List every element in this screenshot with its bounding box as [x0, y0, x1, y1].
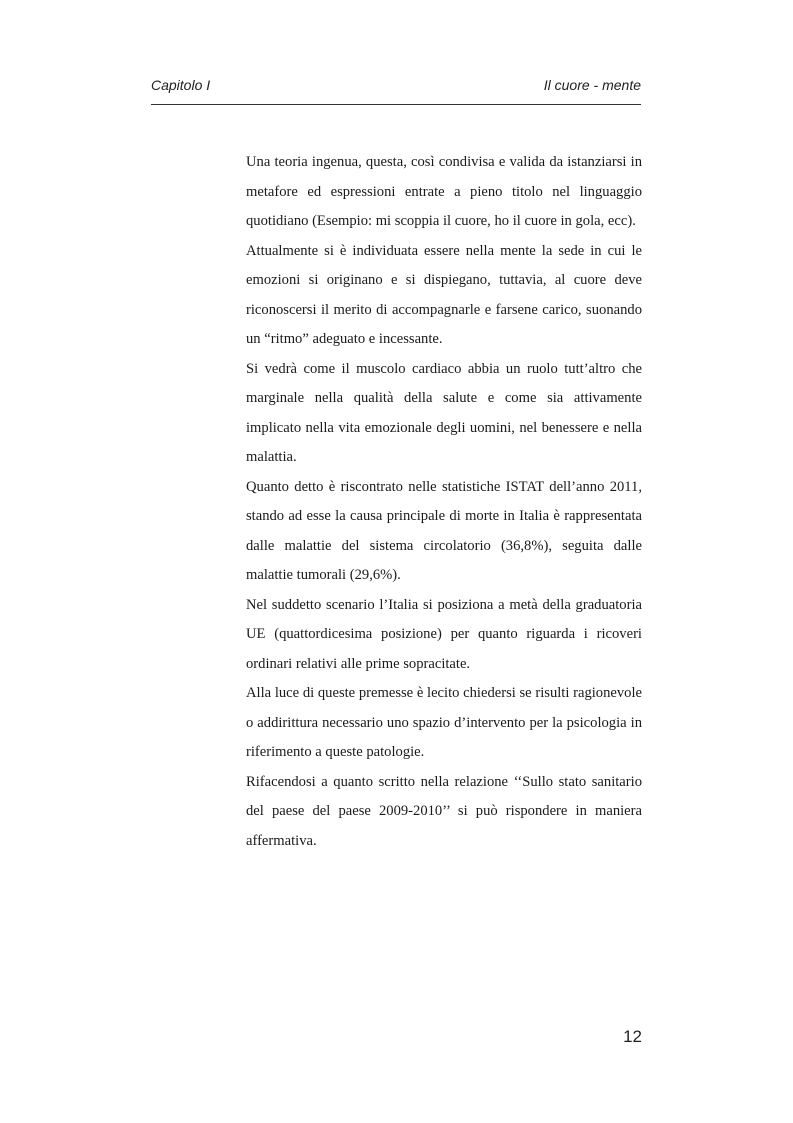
paragraph: Una teoria ingenua, questa, così condivisa e valida da istanziarsi in metafore ed espressioni entrate a pieno titolo nel linguaggio quotidiano (Esempio: mi scoppia il cuore, ho il cuore in gola, ecc).: [246, 154, 642, 229]
paragraph: Rifacendosi a quanto scritto nella relazione ‘‘Sullo stato sanitario del paese del paese 2009-2010’’ si può rispondere in maniera affermativa.: [246, 773, 642, 849]
paragraph: Alla luce di queste premesse è lecito chiedersi se risulti ragionevole o addirittura necessario uno spazio d’intervento per la psicologia in riferimento a queste patologie.: [246, 685, 642, 760]
chapter-header: Capitolo I: [151, 77, 211, 93]
paragraph: Si vedrà come il muscolo cardiaco abbia un ruolo tutt’altro che marginale nella qualità della salute e come sia attivamente implicato nella vita emozionale degli uomini, nel benessere e nella malattia.: [246, 360, 642, 465]
header-divider: [151, 104, 641, 105]
body-text: [246, 148, 642, 856]
paragraph: Nel suddetto scenario l’Italia si posiziona a metà della graduatoria UE (quattordicesima posizione) per quanto riguarda i ricoveri ordinari relativi alle prime sopracitate.: [246, 596, 642, 672]
paragraph: Attualmente si è individuata essere nella mente la sede in cui le emozioni si originano e si dispiegano, tuttavia, al cuore deve riconoscersi il merito di accompagnarle e farsene carico, suonando un “ritmo” adeguato e incessante.: [246, 242, 642, 347]
section-header: Il cuore - mente: [543, 77, 641, 93]
page-number: 12: [623, 1027, 642, 1046]
paragraph: Quanto detto è riscontrato nelle statistiche ISTAT dell’anno 2011, stando ad esse la causa principale di morte in Italia è rappresentata dalle malattie del sistema circolatorio (36,8%), seguita dalle malattie tumorali (29,6%).: [246, 478, 642, 583]
